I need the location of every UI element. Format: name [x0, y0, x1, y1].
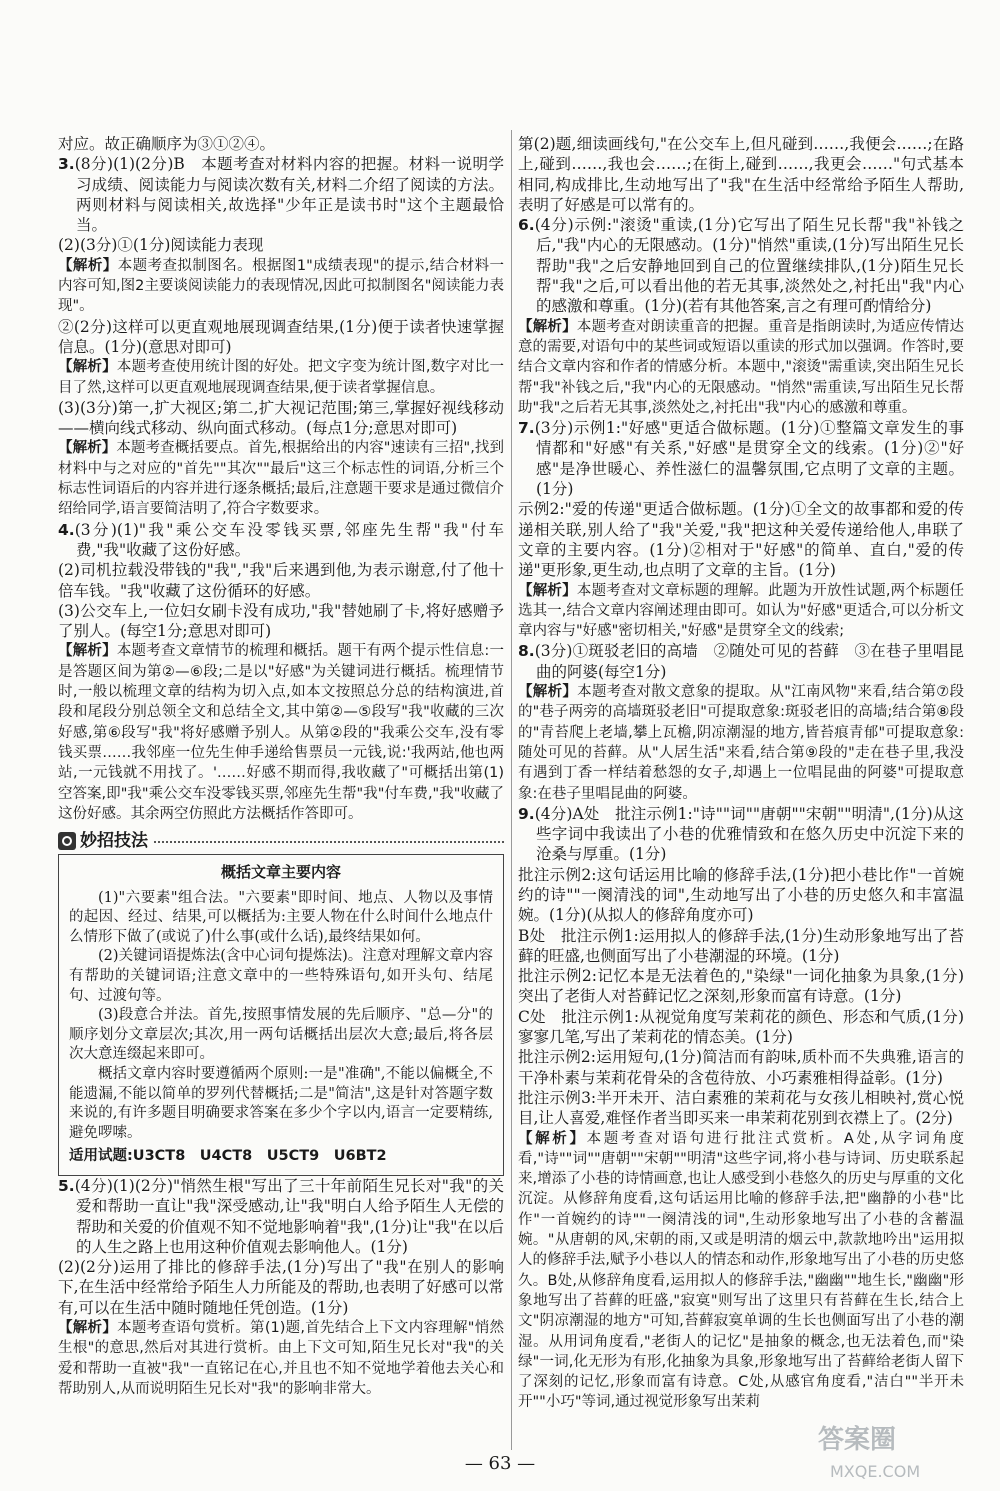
analysis-text: 本题考查文章情节的梳理和概括。题干有两个提示性信息:一是答题区间为第②—⑥段;二是以"好感"为关键词进行概括。梳理情节时,一般以梳理文章的结构为切入点,如本文按照总分总的结构演进,首段和尾段分别总领全文和总结全文,其中第②—⑤段写"我"收藏的三次好感,第⑥段写"我"将好感赠予别人。从第②段的"我乘公交车,没有零钱买票……我邻座一位先生伸手递给售票员一元钱,说:'我两站,他也两站,一元钱就不用找了。'……好感不期而得,我收藏了"可概括出第(1)空答案,即"我"乘公交车没零钱买票,邻座先生帮"我"付车费,"我"收藏了这份好感。其余两空仿照此方法概括作答即可。: [58, 643, 505, 822]
answer-paragraph: C处 批注示例1:从视觉角度写茉莉花的颜色、形态和气质,(1分)寥寥几笔,写出了茉莉花的情态美。(1分): [518, 1007, 964, 1047]
answer-paragraph: (2)(2分)运用了排比的修辞手法,(1分)写出了"我"在别人的影响下,在生活中经常给予陌生人力所能及的帮助,也表明了好感可以常有,可以在生活中随时随地任凭创造。(1分): [58, 1258, 504, 1317]
analysis-paragraph: [58, 1318, 504, 1399]
analysis-tag: 【解析】: [518, 582, 577, 599]
question-answer-text: (3分)①斑驳老旧的高墙 ②随处可见的苔藓 ③在巷子里唱昆曲的阿婆(每空1分): [534, 642, 964, 681]
tip-dotted-line: [154, 841, 504, 843]
analysis-paragraph: [518, 317, 964, 418]
page-number: — 63 —: [464, 1453, 536, 1474]
analysis-text: 本题考查对散文意象的提取。从"江南风物"来看,结合第⑦段的"巷子两旁的高墙斑驳老旧"可提取意象:斑驳老旧的高墙;结合第⑧段的"青苔爬上老墙,攀上瓦檐,阴凉潮湿的地方,皆苔痕青郁"可提取意象:随处可见的苔藓。从"人居生活"来看,结合第⑨段的"走在巷子里,我没有遇到丁香一样结着愁怨的女子,却遇上一位唱昆曲的阿婆"可提取意象:在巷子里唱昆曲的阿婆。: [518, 684, 964, 802]
analysis-tag: 【解析】: [58, 643, 117, 660]
question-answer-text: (4分)(1)(2分)"悄然生根"写出了三十年前陌生兄长对"我"的关爱和帮助一直让"我"深受感动,让"我"明白人给予陌生人无偿的帮助和关爱的价值观不知不觉地影响着"我",(1分)让"我"在以后的人生之路上也用这种价值观去影响他人。(1分): [74, 1177, 504, 1256]
tip-title: 概括文章主要内容: [220, 863, 341, 882]
question-answer: [58, 520, 504, 561]
tip-box: [58, 854, 504, 1176]
analysis-paragraph: [58, 256, 504, 317]
question-answer: [58, 154, 504, 235]
question-answer: [58, 1176, 504, 1257]
analysis-text: 本题考查概括要点。首先,根据给出的内容"速读有三招",找到材料中与之对应的"首先""其次""最后"这三个标志性的词语,分析三个标志性词语后的内容并进行逐条概括;最后,注意题干要求是通过微信介绍给同学,语言要简洁明了,符合字数要求。: [58, 440, 505, 518]
question-answer-text: (3分)(1)"我"乘公交车没零钱买票,邻座先生帮"我"付车费,"我"收藏了这份好感。: [74, 520, 504, 559]
answer-paragraph: (2)(3分)①(1分)阅读能力表现: [58, 236, 264, 255]
answer-paragraph: 批注示例2:记忆本是无法着色的,"染绿"一词化抽象为具象,(1分)突出了老街人对苔藓记忆之深刻,形象而富有诗意。(1分): [518, 967, 964, 1006]
analysis-paragraph: [58, 357, 504, 398]
answer-paragraph: 对应。故正确顺序为③①②④。: [58, 135, 276, 153]
analysis-tag: 【解析】: [518, 684, 578, 701]
question-answer-text: (8分)(1)(2分)B 本题考查对材料内容的把握。材料一说明学习成绩、阅读能力与阅读次数有关,材料二介绍了阅读的方法。两则材料与阅读相关,故选择"少年正是读书时"这个主题最恰当。: [74, 155, 504, 235]
answer-paragraph: B处 批注示例1:运用拟人的修辞手法,(1分)生动形象地写出了苔藓的旺盛,也侧面写出了小巷潮湿的环境。(1分): [518, 926, 964, 965]
analysis-text: 本题考查对文章标题的理解。此题为开放性试题,两个标题任选其一,结合文章内容阐述理由即可。如认为"好感"更适合,可以分析文章内容与"好感"密切相关,"好感"是贯穿全文的线索;: [518, 582, 965, 640]
analysis-tag: 【解析】: [58, 440, 117, 457]
watermark-logo: 答案圈: [818, 1425, 897, 1455]
analysis-tag: 【解析】: [58, 359, 117, 376]
question-answer-text: (4分)A处 批注示例1:"诗""词""唐朝""宋朝""明清",(1分)从这些字词中我读出了小巷的优雅情致和在悠久历史中沉淀下来的沧桑与厚重。(1分): [534, 804, 964, 864]
question-answer: [518, 641, 964, 682]
question-answer-text: (3分)示例1:"好感"更适合做标题。(1分)①整篇文章发生的事情都和"好感"有关系,"好感"是贯穿全文的线索。(1分)②"好感"是净世暖心、养性滋仁的温馨氛围,它点明了文章的主题。(1分): [534, 419, 964, 499]
answer-paragraph: ②(2分)这样可以更直观地展现调查结果,(1分)便于读者快速掌握信息。(1分)(意思对即可): [58, 317, 504, 356]
analysis-paragraph: [518, 1129, 964, 1413]
analysis-text: 本题考查使用统计图的好处。把文字变为统计图,数字对比一目了然,这样可以更直观地展现调查结果,便于读者掌握信息。: [58, 359, 505, 396]
tip-paragraph: (1)"六要素"组合法。"六要素"即时间、地点、人物以及事情的起因、经过、结果,可以概括为:主要人物在什么时间什么地点什么情形下做了(或说了)什么事(或什么话),最终结果如何。: [69, 889, 493, 945]
question-number: 7.: [518, 419, 535, 438]
analysis-tag: 【解析】: [518, 318, 577, 335]
analysis-text: 本题考查拟制图名。根据图1"成绩表现"的提示,结合材料一内容可知,图2主要谈阅读能力的表现情况,因此可拟制图名"阅读能力表现"。: [58, 257, 505, 315]
column-divider: [511, 130, 512, 1450]
left-column: [58, 134, 504, 1399]
answer-paragraph: 第(2)题,细读画线句,"在公交车上,但凡碰到……,我便会……;在路上,碰到……,我也会……;在街上,碰到……,我更会……"句式基本相同,构成排比,生动地写出了"我"在生活中经常给予陌生人帮助,表明了好感是可以常有的。: [518, 135, 964, 214]
answer-paragraph: (3)(3分)第一,扩大视区;第二,扩大视记范围;第三,掌握好视线移动——横向线式移动、纵向面式移动。(每点1分;意思对即可): [58, 398, 504, 438]
answer-paragraph: 批注示例2:这句话运用比喻的修辞手法,(1分)把小巷比作"一首婉约的诗""一阕清浅的词",生动地写出了小巷的历史悠久和丰富温婉。(1分)(从拟人的修辞角度亦可): [518, 865, 964, 925]
tip-paragraph: (2)关键词语提炼法(含中心词句提炼法)。注意对理解文章内容有帮助的关键词语;注意文章中的一些特殊语句,如开头句、结尾句、过渡句等。: [69, 948, 493, 1004]
tip-paragraph: (3)段意合并法。首先,按照事情发展的先后顺序、"总—分"的顺序划分文章层次;其次,用一两句话概括出层次大意;最后,将各层次大意连缀起来即可。: [69, 1007, 493, 1063]
analysis-paragraph: [58, 641, 504, 824]
tip-applicable-questions: 适用试题:U3CT8 U4CT8 U5CT9 U6BT2: [69, 1148, 387, 1165]
question-number: 5.: [58, 1177, 75, 1195]
analysis-paragraph: [518, 682, 964, 804]
question-answer: [518, 215, 964, 316]
analysis-paragraph: [58, 438, 504, 519]
answer-paragraph: 示例2:"爱的传递"更适合做标题。(1分)①全文的故事都和爱的传递相关联,别人给了"我"关爱,"我"把这种关爱传递给他人,串联了文章的主要内容。(1分)②相对于"好感"的简单、直白,"爱的传递"更形象,更生动,也点明了文章的主旨。(1分): [518, 500, 964, 580]
question-answer: [518, 418, 964, 499]
tip-icon: [58, 832, 76, 850]
answer-paragraph: 批注示例3:半开未开、洁白素雅的茉莉花与女孩儿相映衬,赏心悦目,让人喜爱,难怪作者当即买来一串茉莉花别到衣襟上了。(2分): [518, 1088, 964, 1128]
analysis-text: 本题考查对语句进行批注式赏析。A处,从字词角度看,"诗""词""唐朝""宋朝""明清"这些字词,将小巷与诗词、历史联系起来,增添了小巷的诗情画意,也让人感受到小巷悠久的历史与厚重的文化沉淀。从修辞角度看,这句话运用比喻的修辞手法,把"幽静的小巷"比作"一首婉约的诗""一阕清浅的词",生动形象地写出了小巷的含蓄温婉。"从唐朝的风,宋朝的雨,又或是明清的烟云中,款款地吟出"运用拟人的修辞手法,赋予小巷以人的情态和动作,形象地写出了小巷的历史悠久。B处,从修辞角度看,运用拟人的修辞手法,"幽幽""地生长,"幽幽"形象地写出了苔藓的旺盛,"寂寞"则写出了这里只有苔藓在生长,结合上文"阴凉潮湿的地方"可知,苔藓寂寞单调的生长也侧面写出了小巷的潮湿。从用词角度看,"老街人的记忆"是抽象的概念,也无法着色,而"染绿"一词,化无形为有形,化抽象为具象,形象地写出了苔藓给老街人留下了深刻的记忆,形象而富有诗意。C处,从感官角度看,"洁白""半开未开""小巧"等词,通过视觉形象写出茉莉: [518, 1130, 965, 1411]
tip-header: [58, 828, 504, 854]
question-number: 3.: [58, 155, 75, 174]
question-answer: [518, 804, 964, 865]
analysis-text: 本题考查对朗读重音的把握。重音是指朗读时,为适应传情达意的需要,对语句中的某些词或短语以重读的形式加以强调。作答时,要结合文章内容和作者的情感分析。本题中,"滚烫"需重读,突出陌生兄长帮"我"补钱之后,"我"内心的无限感动。"悄然"需重读,写出陌生兄长帮助"我"之后若无其事,淡然处之,衬托出"我"内心的感激和尊重。: [518, 318, 965, 416]
analysis-tag: 【解析】: [518, 1130, 587, 1147]
analysis-text: 本题考查语句赏析。第(1)题,首先结合上下文内容理解"悄然生根"的意思,然后对其进行赏析。由上下文可知,陌生兄长对"我"的关爱和帮助一直被"我"一直铭记在心,并且也不知不觉地学着他去关心和帮助别人,从而说明陌生兄长对"我"的影响非常大。: [58, 1320, 504, 1397]
analysis-tag: 【解析】: [58, 1320, 118, 1337]
answer-paragraph: (2)司机拉载没带钱的"我","我"后来遇到他,为表示谢意,付了他十倍车钱。"我"收藏了这份循环的好感。: [58, 561, 504, 600]
answer-paragraph: 批注示例2:运用短句,(1分)简洁而有韵味,质朴而不失典雅,语言的干净朴素与茉莉花骨朵的含苞待放、小巧素雅相得益彰。(1分): [518, 1048, 964, 1087]
question-number: 9.: [518, 804, 535, 823]
tip-label: 妙招技法: [80, 830, 148, 851]
analysis-tag: 【解析】: [58, 257, 118, 274]
answer-paragraph: (3)公交车上,一位妇女刷卡没有成功,"我"替她刷了卡,将好感赠予了别人。(每空1分;意思对即可): [58, 601, 504, 641]
watermark-url: MXQE.COM: [830, 1462, 921, 1481]
question-answer-text: (4分)示例:"滚烫"重读,(1分)它写出了陌生兄长帮"我"补钱之后,"我"内心的无限感动。(1分)"悄然"重读,(1分)写出陌生兄长帮助"我"之后安静地回到自己的位置继续排队,(1分)陌生兄长帮"我"之后,可以看出他的若无其事,淡然处之,衬托出"我"内心的感激和尊重。(1分)(若有其他答案,言之有理可酌情给分): [534, 216, 964, 316]
analysis-paragraph: [518, 581, 964, 642]
question-number: 4.: [58, 520, 75, 539]
tip-paragraph: 概括文章内容时要遵循两个原则:一是"准确",不能以偏概全,不能遗漏,不能以简单的罗列代替概括;二是"简洁",这是针对答题字数来说的,有许多题目明确要求答案在多少个字以内,语言一定要精练,避免啰嗦。: [69, 1066, 493, 1141]
question-number: 8.: [518, 642, 535, 661]
right-column: [518, 134, 964, 1413]
question-number: 6.: [518, 216, 535, 235]
